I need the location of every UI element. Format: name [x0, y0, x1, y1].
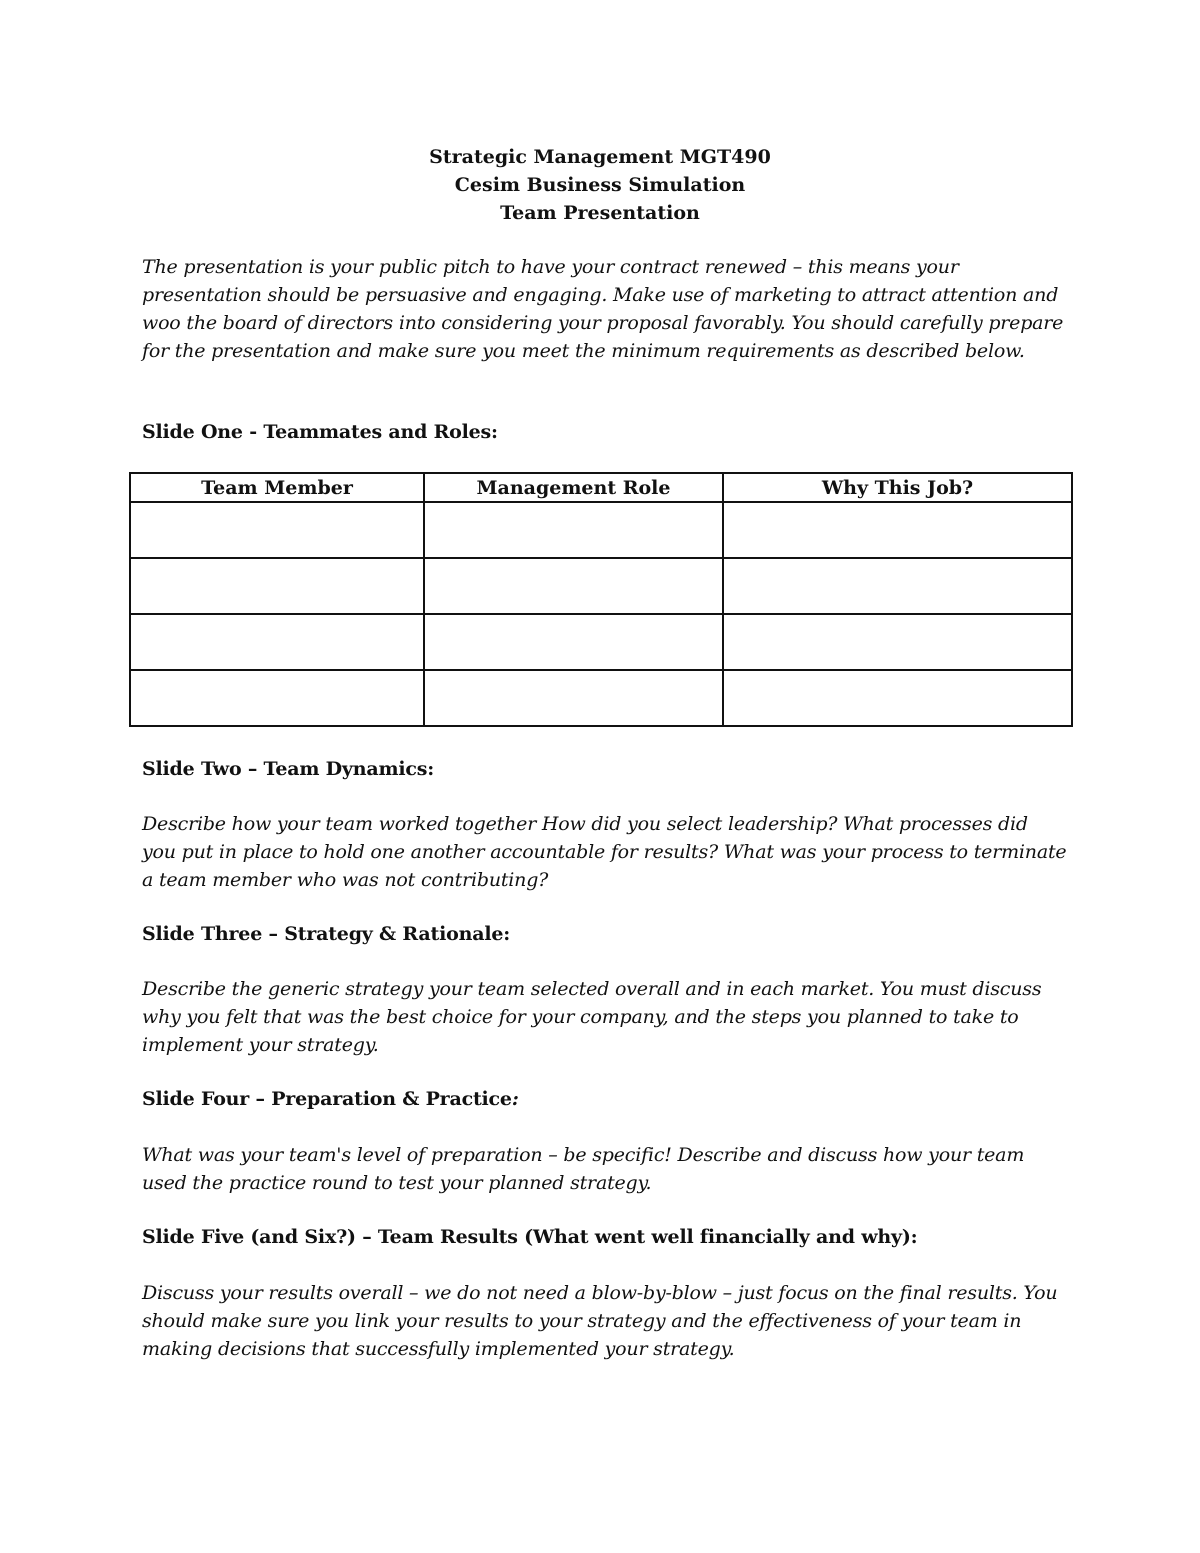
slide-five-heading: Slide Five (and Six?) – Team Results (What went well financially and why): — [142, 1226, 918, 1248]
table-cell — [424, 614, 723, 670]
course-title: Strategic Management MGT490 — [429, 146, 771, 168]
table-row — [130, 502, 1072, 558]
table-cell — [130, 558, 424, 614]
slide-three-body: Describe the generic strategy your team selected overall and in each market. You must discuss why you felt that was the best choice for your company, and the steps you planned to take to implement your strategy. — [142, 978, 1042, 1056]
column-header-team-member: Team Member — [130, 473, 424, 502]
slide-four-heading-text: Slide Four – Preparation & Practice — [142, 1088, 512, 1110]
slide-four-heading-colon: : — [511, 1088, 519, 1110]
table-cell — [130, 614, 424, 670]
table-cell — [424, 502, 723, 558]
table-cell — [723, 558, 1072, 614]
table-cell — [130, 502, 424, 558]
slide-five-body: Discuss your results overall – we do not need a blow-by-blow – just focus on the final results. You should make sure you link your results to your strategy and the effectiveness of your team in making decisions that successfully implemented your strategy. — [142, 1282, 1058, 1360]
table-row — [130, 558, 1072, 614]
column-header-why-this-job: Why This Job? — [723, 473, 1072, 502]
slide-four-heading — [142, 1085, 1067, 1113]
roles-table — [129, 472, 1073, 727]
table-cell — [424, 670, 723, 726]
table-cell — [424, 558, 723, 614]
simulation-title: Cesim Business Simulation — [454, 174, 746, 196]
slide-four-body: What was your team's level of preparation – be specific! Describe and discuss how your team used the practice round to test your planned strategy. — [142, 1144, 1025, 1194]
table-cell — [723, 614, 1072, 670]
assignment-title: Team Presentation — [500, 202, 700, 224]
document-title-block — [0, 143, 1200, 227]
slide-three-heading: Slide Three – Strategy & Rationale: — [142, 923, 511, 945]
slide-two-heading: Slide Two – Team Dynamics: — [142, 758, 435, 780]
table-cell — [723, 502, 1072, 558]
table-row — [130, 670, 1072, 726]
column-header-management-role: Management Role — [424, 473, 723, 502]
intro-paragraph: The presentation is your public pitch to have your contract renewed – this means your presentation should be persuasive and engaging. Make use of marketing to attract attention and woo the board of directors into considering your proposal favorably. You should carefully prepare for the presentation and make sure you meet the minimum requirements as described below. — [142, 256, 1064, 362]
slide-two-body: Describe how your team worked together How did you select leadership? What processes did you put in place to hold one another accountable for results? What was your process to terminate a team member who was not contributing? — [142, 813, 1067, 891]
table-header-row — [130, 473, 1072, 502]
slide-one-heading: Slide One - Teammates and Roles: — [142, 421, 498, 443]
table-cell — [723, 670, 1072, 726]
table-row — [130, 614, 1072, 670]
table-cell — [130, 670, 424, 726]
